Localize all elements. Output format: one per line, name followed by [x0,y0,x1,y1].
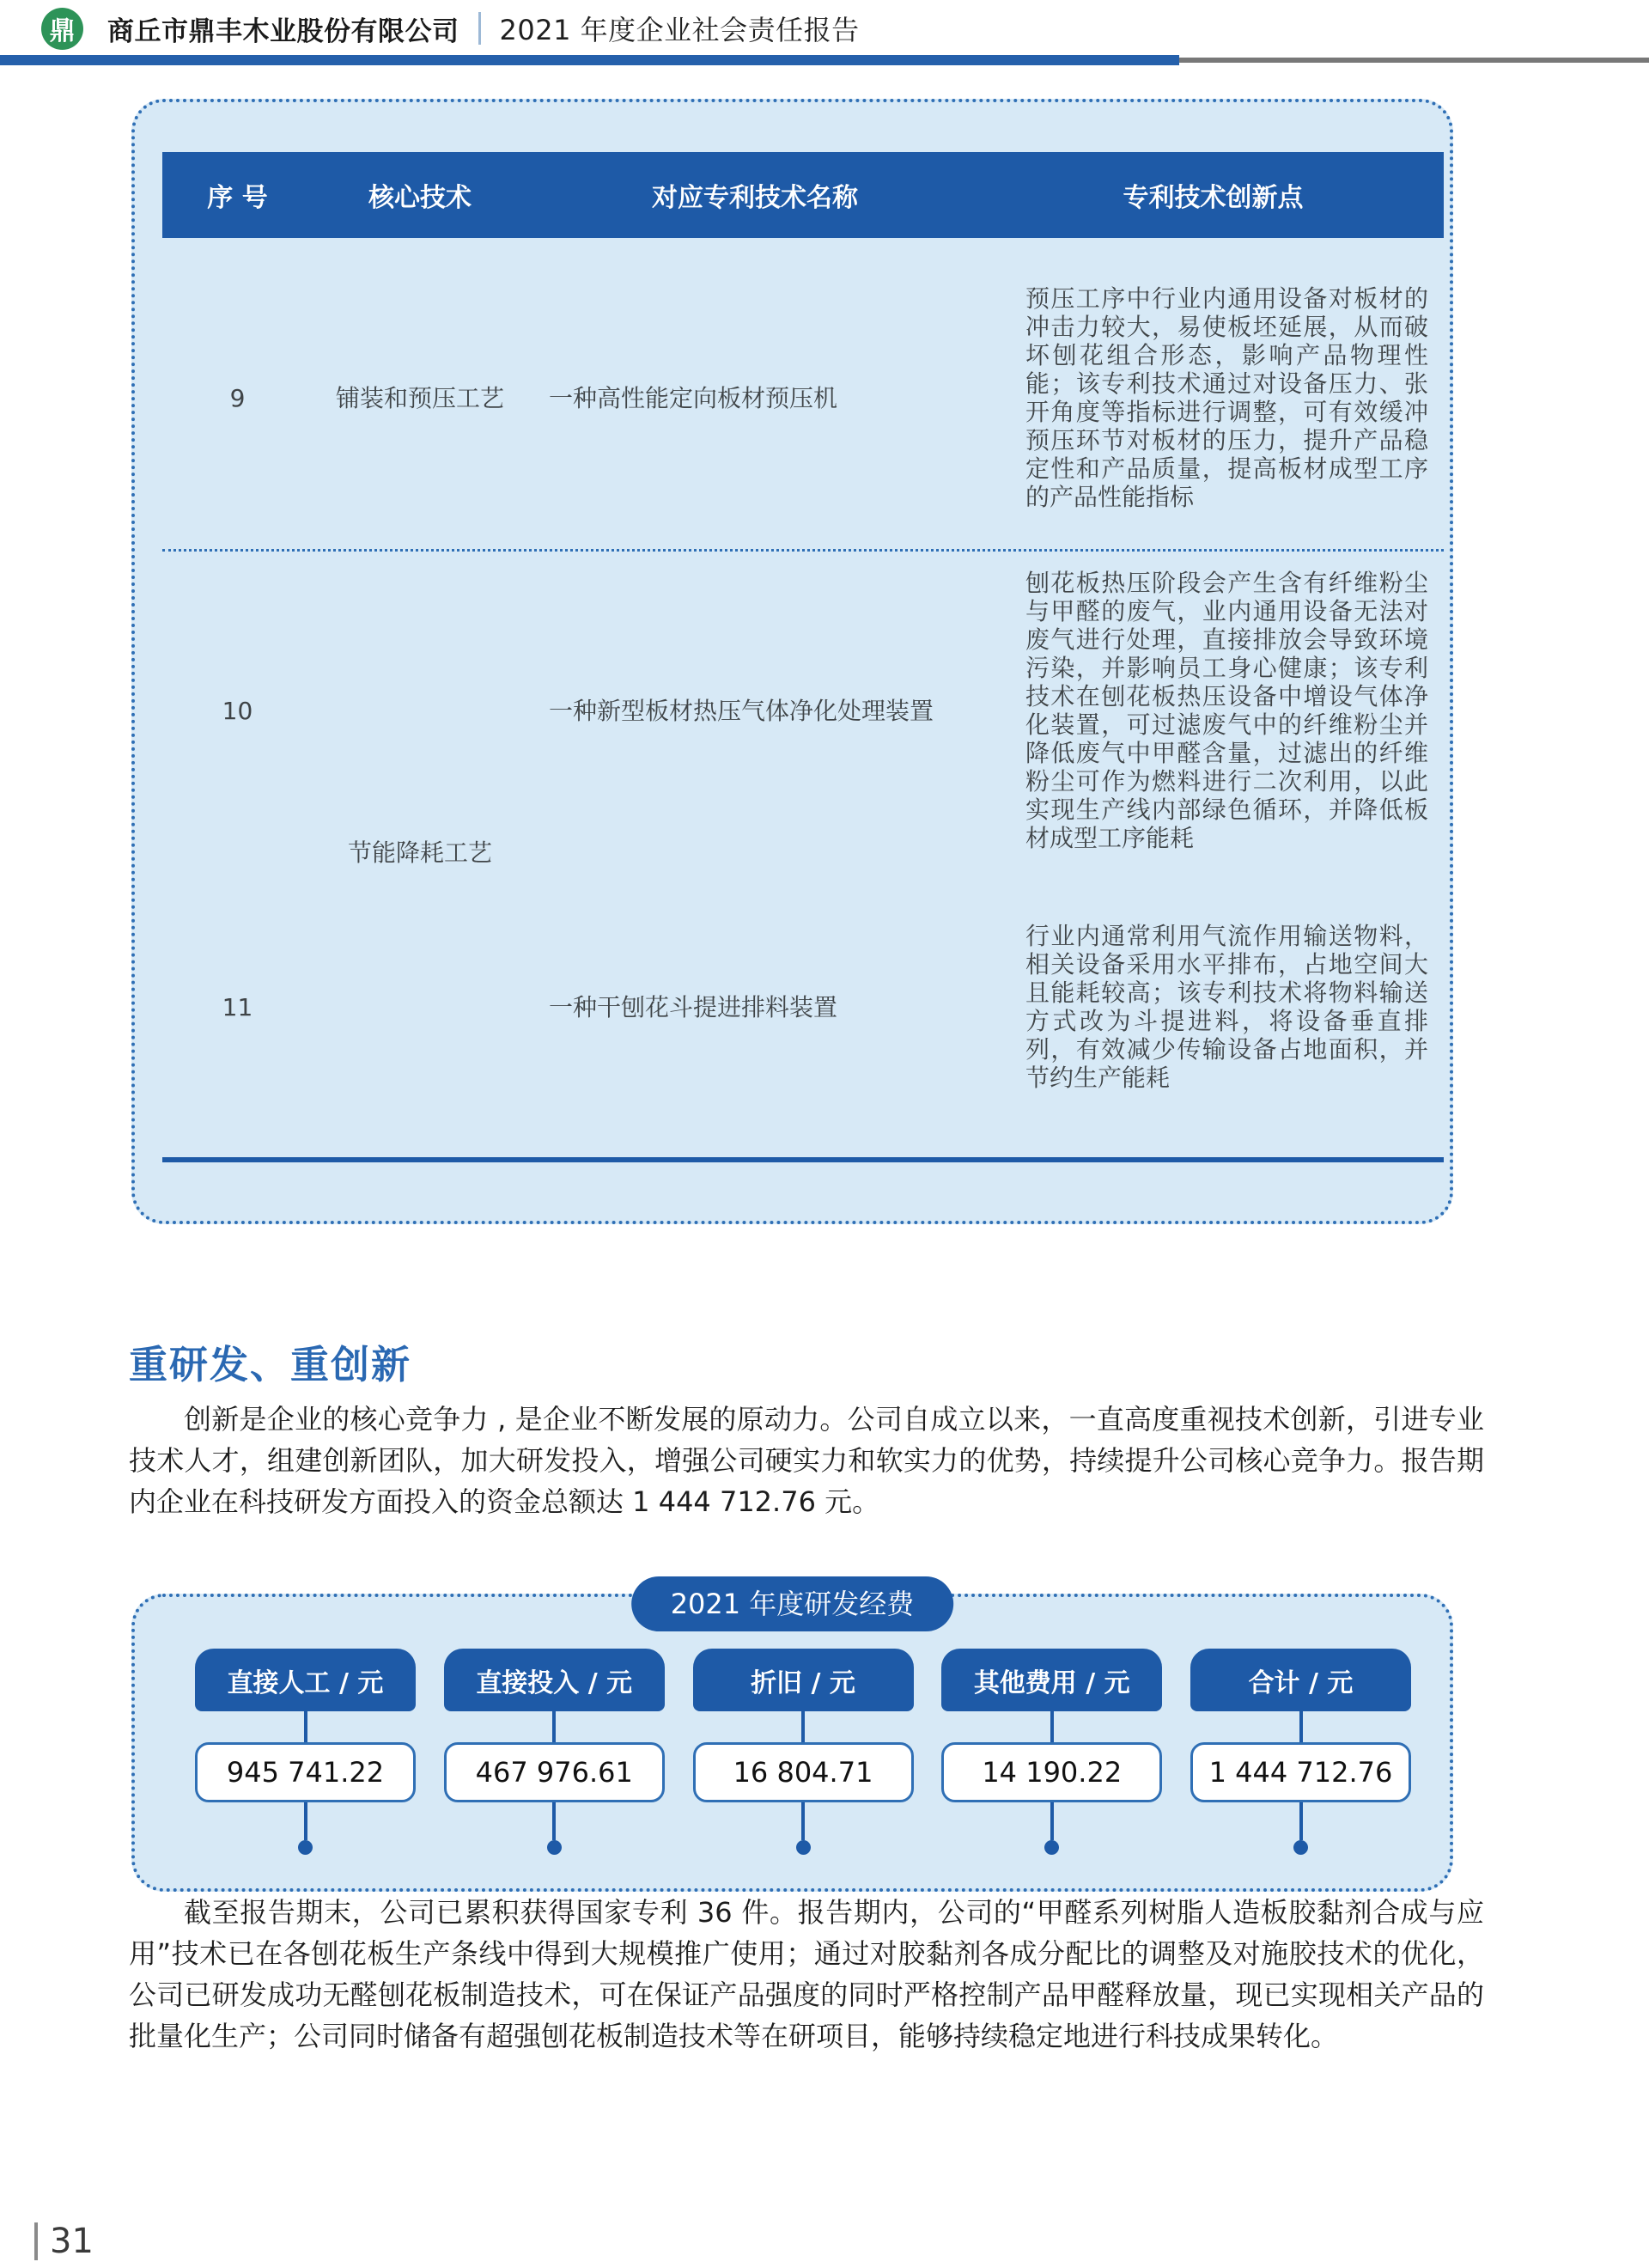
row11-patent-name-text: 一种干刨花斗提进排料装置 [549,992,838,1021]
report-title: 2021 年度企业社会责任报告 [499,14,860,46]
section-heading: 重研发、重创新 [129,1342,412,1387]
rd-column-direct-labor [195,1649,416,1855]
connector-line [801,1802,805,1840]
row10-innovation: 刨花板热压阶段会产生含有纤维粉尘与甲醛的废气，业内通用设备无法对废气进行处理，直接排放会导致环境污染，并影响员工身心健康；该专利技术在刨花板热压设备中增设气体净化装置，可过滤废气中的纤维粉尘并降低废气中甲醛含量，过滤出的纤维粉尘可作为燃料进行二次利用，以此实现生产线内部绿色循环，并降低板材成型工序能耗 [1025,569,1428,852]
table-row-group [162,556,1444,1149]
row9-innovation: 预压工序中行业内通用设备对板材的冲击力较大，易使板坯延展，从而破坏刨花组合形态，影响产品物理性能；该专利技术通过对设备压力、张开角度等指标进行调整，可有效缓冲预压环节对板材的压力，提升产品稳定性和产品质量，提高板材成型工序的产品性能指标 [1025,284,1428,511]
row10-patent-name-text: 一种新型板材热压气体净化处理装置 [549,696,934,725]
row10-no: 10 [222,696,253,725]
column-header-core-tech: 核心技术 [368,183,472,213]
company-name: 商丘市鼎丰木业股份有限公司 [107,15,459,47]
row11-patent-name [527,865,983,1149]
row11-innovation-cell [983,865,1444,1149]
connector-line [1299,1711,1303,1742]
rd-value-depreciation: 16 804.71 [693,1742,914,1802]
connector-line [1050,1711,1054,1742]
column-header-innovation: 专利技术创新点 [1123,183,1304,213]
header-divider [478,12,481,45]
page-footer [34,2222,94,2261]
column-header-no: 序 号 [207,183,268,213]
rd-value-direct-labor: 945 741.22 [195,1742,416,1802]
connector-line [552,1711,556,1742]
column-header-patent-name: 对应专利技术名称 [652,183,858,213]
company-logo-icon: 鼎 [41,8,83,50]
connector-line [1299,1802,1303,1840]
row11-innovation: 行业内通常利用气流作用输送物料，相关设备采用水平排布，占地空间大且能耗较高；该专利技术将物料输送方式改为斗提进料，将设备垂直排列，有效减少传输设备占地面积，并节约生产能耗 [1025,922,1428,1092]
connector-dot [1044,1840,1059,1855]
rd-budget-columns [195,1649,1411,1855]
rd-budget-panel [131,1588,1453,1892]
row9-core-tech: 铺装和预压工艺 [335,383,504,412]
row10-patent-name [527,556,983,865]
connector-line [552,1802,556,1840]
connector-line [304,1802,307,1840]
row9-patent-name: 一种高性能定向板材预压机 [549,383,838,412]
paragraph-patent-achievements: 截至报告期末，公司已累积获得国家专利 36 件。报告期内，公司的“甲醛系列树脂人造板胶黏剂合成与应用”技术已在各刨花板生产条线中得到大规模推广使用；通过对胶黏剂各成分配比的调整及对施胶技术的优化，公司已研发成功无醛刨花板制造技术，可在保证产品强度的同时严格控制产品甲醛释放量，现已实现相关产品的批量化生产；公司同时储备有超强刨花板制造技术等在研项目，能够持续稳定地进行科技成果转化。 [129,1896,1484,2052]
patent-table-header-row [162,152,1444,238]
connector-line [1050,1802,1054,1840]
row9-no: 9 [229,383,246,412]
rd-label-total: 合计 / 元 [1190,1649,1411,1711]
rd-value-other-fees: 14 190.22 [941,1742,1162,1802]
rd-label-depreciation: 折旧 / 元 [693,1649,914,1711]
header-rule-blue [0,55,1179,65]
connector-dot [1293,1840,1308,1855]
rd-label-other-fees: 其他费用 / 元 [941,1649,1162,1711]
connector-dot [547,1840,562,1855]
rd-label-direct-labor: 直接人工 / 元 [195,1649,416,1711]
connector-line [304,1711,307,1742]
connector-dot [298,1840,313,1855]
rd-column-depreciation [693,1649,914,1855]
header-rule-gray [1179,58,1649,63]
rd-value-direct-input: 467 976.61 [444,1742,665,1802]
row11-no: 11 [222,992,253,1021]
page-header [0,3,860,53]
patent-table-panel [131,99,1453,1224]
paragraph-innovation-intro: 创新是企业的核心竞争力 , 是企业不断发展的原动力。公司自成立以来，一直高度重视技术创新，引进专业技术人才，组建创新团队，加大研发投入，增强公司硬实力和软实力的优势，持续提升公司核心竞争力。报告期内企业在科技研发方面投入的资金总额达 1 444 712.76 元。 [129,1403,1484,1518]
rd-column-direct-input [444,1649,665,1855]
rd-value-total: 1 444 712.76 [1190,1742,1411,1802]
connector-line [801,1711,805,1742]
rd-column-other-fees [941,1649,1162,1855]
row10-innovation-cell [983,556,1444,865]
table-row [162,247,1444,549]
rd-label-direct-input: 直接投入 / 元 [444,1649,665,1711]
rows10-11-core-tech: 节能降耗工艺 [347,838,492,867]
row-separator-dotted [162,549,1444,552]
rd-column-total [1190,1649,1411,1855]
page-number-bar [34,2222,38,2260]
page-number: 31 [50,2222,94,2261]
rd-budget-title-badge: 2021 年度研发经费 [631,1576,954,1631]
connector-dot [796,1840,811,1855]
table-bottom-line [162,1157,1444,1162]
